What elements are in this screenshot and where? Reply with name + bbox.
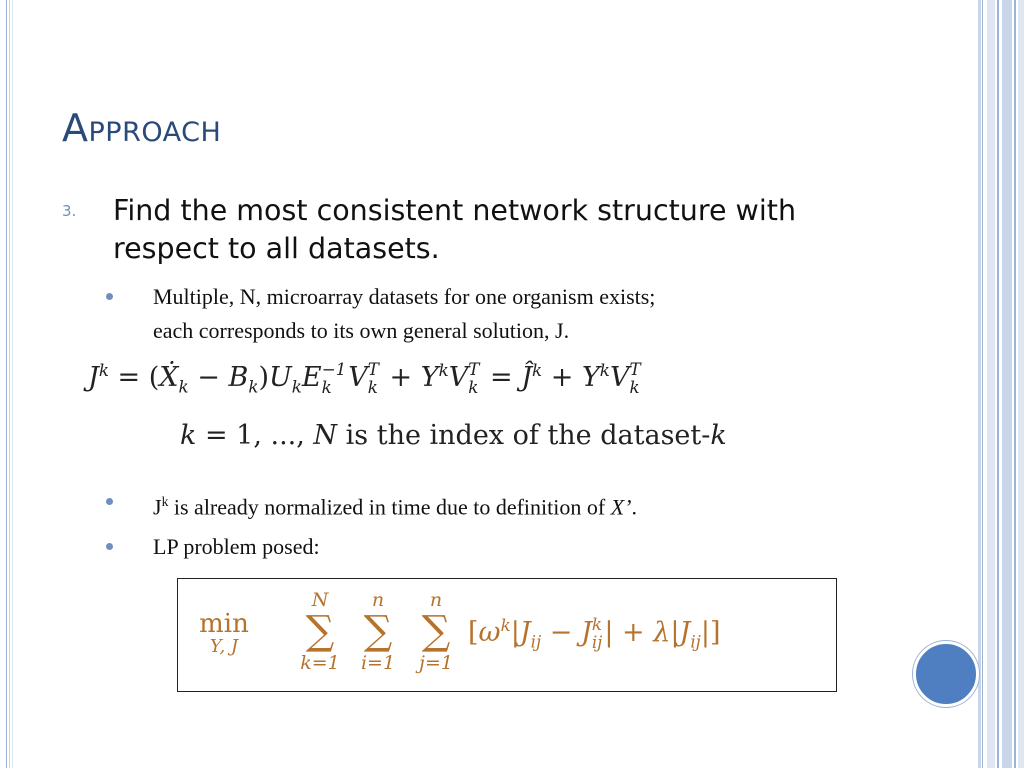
decorative-circle <box>913 641 979 707</box>
bullet-text: LP problem posed: <box>153 534 320 559</box>
equation-index-var: k <box>710 420 727 451</box>
bullet-text-line1: Multiple, N, microarray datasets for one organism exists; <box>153 284 656 309</box>
bullet-text: $J^k$ is already normalized in time due to definition of X’. <box>153 494 637 520</box>
left-frame-line <box>6 0 10 768</box>
equation-index-text: is the index of the dataset- <box>345 420 711 451</box>
numbered-item-text: Find the most consistent network structure with respect to all datasets. <box>113 194 797 265</box>
numbered-item-marker: 3. <box>62 202 77 220</box>
lp-objective-expression: [$\omega^k|J_{ij} - J$ k ij | + $\lambda|J_{ij}|$] <box>468 613 721 652</box>
bullet-dot <box>106 543 113 550</box>
equation-index: k = 1, ..., N is the index of the dataset-k <box>180 420 727 451</box>
sum-over-j: n ∑ j=1 <box>419 589 453 674</box>
left-frame-line-inner <box>12 0 13 768</box>
sum-over-i: n ∑ i=1 <box>360 589 396 674</box>
bullet-text-line2: each corresponds to its own general solution, J. <box>153 318 570 343</box>
lp-min-operator: min Y, J <box>199 609 249 657</box>
equation-jk: $J^k$ = (Ẋ$_k$ − $B_k)U_kE$ −1 k V T k + $Y^kV$ T k = $Ĵ^k + Y^kV$ T k <box>88 358 641 397</box>
bullet-dot <box>106 293 113 300</box>
sum-over-k: N ∑ k=1 <box>300 589 340 674</box>
lp-formula-box <box>177 578 837 692</box>
right-frame-bands <box>978 0 1024 768</box>
bullet-dot <box>106 498 113 505</box>
slide-title: APPROACH <box>62 106 222 150</box>
